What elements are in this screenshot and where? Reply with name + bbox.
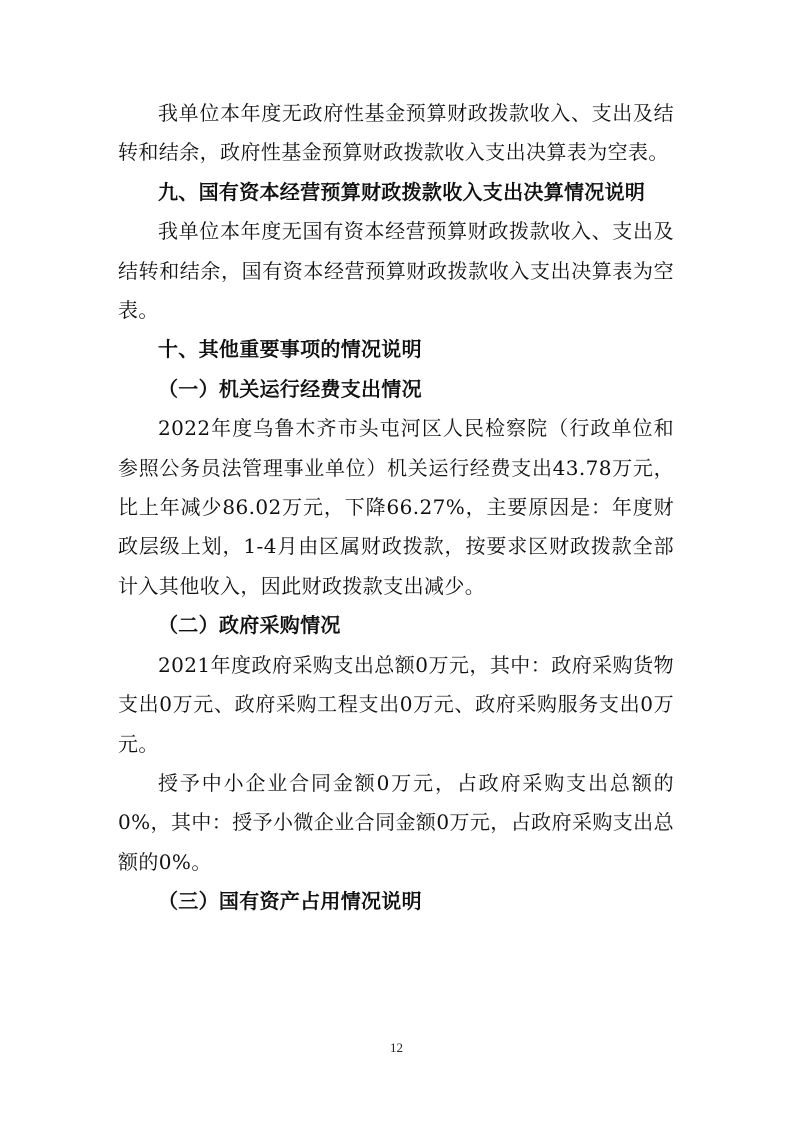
page-number: 12 xyxy=(390,1040,403,1055)
paragraph-procurement-sme: 授予中小企业合同金额0万元，占政府采购支出总额的0%，其中：授予小微企业合同金额0万元，占政府采购支出总额的0%。 xyxy=(118,770,674,874)
section-heading-9: 九、国有资本经营预算财政拨款收入支出决算情况说明 xyxy=(158,179,646,204)
document-body xyxy=(118,94,674,922)
paragraph-fund-budget: 我单位本年度无政府性基金预算财政拨款收入、支出及结转和结余，政府性基金预算财政拨款收入支出决算表为空表。 xyxy=(118,101,674,165)
paragraph-procurement-total: 2021年度政府采购支出总额0万元，其中：政府采购货物支出0万元、政府采购工程支出0万元、政府采购服务支出0万元。 xyxy=(118,652,674,756)
section-heading-10: 十、其他重要事项的情况说明 xyxy=(158,337,422,362)
paragraph-state-capital: 我单位本年度无国有资本经营预算财政拨款收入、支出及结转和结余，国有资本经营预算财政拨款收入支出决算表为空表。 xyxy=(118,219,674,323)
subheading-state-assets: （三）国有资产占用情况说明 xyxy=(158,889,422,914)
paragraph-operating-expenses: 2022年度乌鲁木齐市头屯河区人民检察院（行政单位和参照公务员法管理事业单位）机关运行经费支出43.78万元，比上年减少86.02万元，下降66.27%，主要原因是：年度财政层级上划，1-4月由区属财政拨款，按要求区财政拨款全部计入其他收入，因此财政拨款支出减少。 xyxy=(118,416,674,598)
subheading-operating-expenses: （一）机关运行经费支出情况 xyxy=(158,376,422,401)
subheading-procurement: （二）政府采购情况 xyxy=(158,613,341,638)
